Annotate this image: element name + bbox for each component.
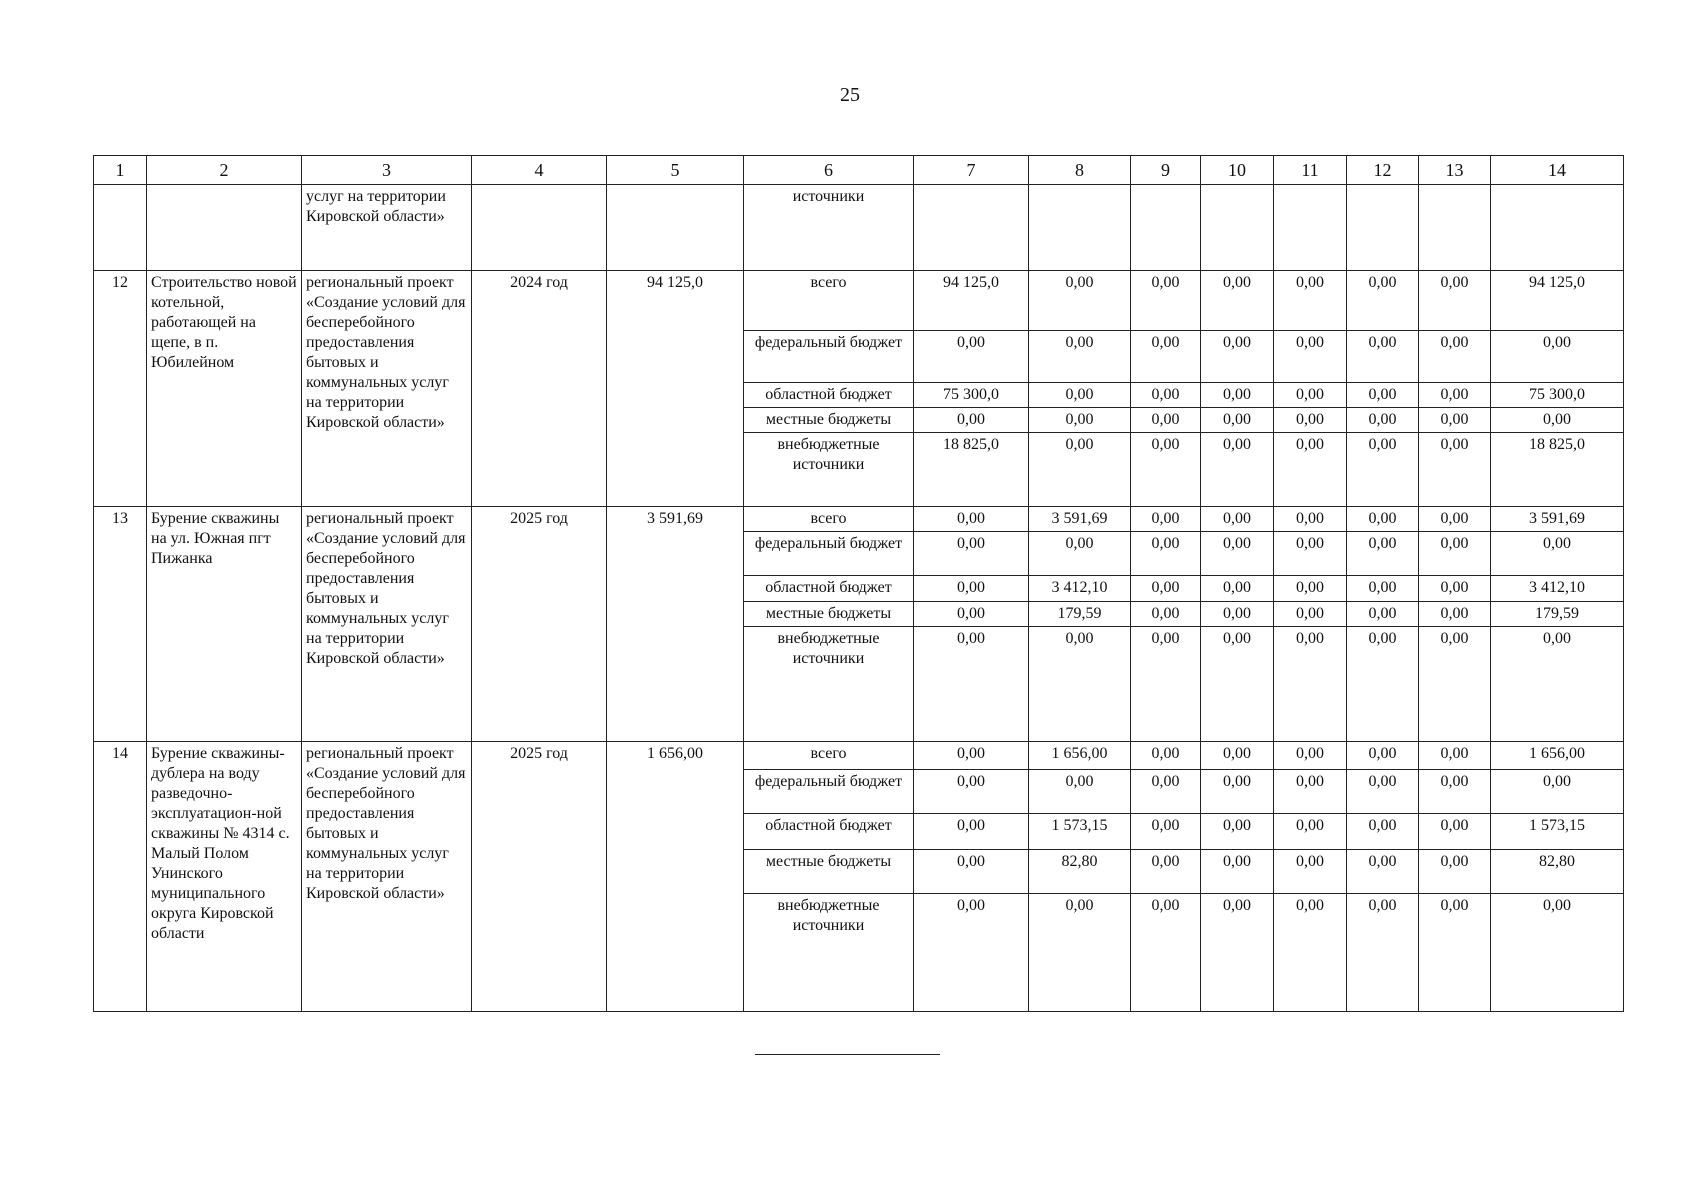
funding-source: внебюджетные источники: [744, 433, 914, 507]
amount-cell: 0,00: [1201, 850, 1274, 894]
project-name: Бурение скважины на ул. Южная пгт Пижанка: [147, 507, 302, 742]
amount-cell: 0,00: [914, 331, 1029, 383]
amount-cell: 0,00: [1419, 271, 1491, 331]
header-cell: 10: [1201, 156, 1274, 185]
amount-cell: 0,00: [1201, 576, 1274, 602]
amount-cell: 0,00: [1274, 331, 1347, 383]
cell: [1201, 185, 1274, 271]
amount-cell: 0,00: [1347, 576, 1419, 602]
amount-cell: 0,00: [1131, 532, 1201, 576]
amount-cell: 0,00: [1131, 576, 1201, 602]
project-year: 2025 год: [472, 507, 607, 742]
bottom-rule: [755, 1054, 940, 1055]
program-continuation: услуг на территории Кировской области»: [302, 185, 472, 271]
amount-cell: 0,00: [1274, 742, 1347, 770]
header-cell: 11: [1274, 156, 1347, 185]
source-continuation: источники: [744, 185, 914, 271]
amount-cell: 0,00: [914, 532, 1029, 576]
amount-cell: 0,00: [1274, 770, 1347, 814]
amount-cell: 0,00: [1131, 894, 1201, 1012]
amount-cell: 0,00: [1201, 602, 1274, 627]
amount-cell: 0,00: [1491, 331, 1624, 383]
header-cell: 7: [914, 156, 1029, 185]
amount-cell: 0,00: [1491, 770, 1624, 814]
amount-cell: 0,00: [914, 507, 1029, 532]
amount-cell: 0,00: [914, 850, 1029, 894]
amount-cell: 0,00: [1419, 576, 1491, 602]
amount-cell: 0,00: [1029, 271, 1131, 331]
amount-cell: 3 412,10: [1491, 576, 1624, 602]
amount-cell: 0,00: [1201, 271, 1274, 331]
amount-cell: 0,00: [1347, 507, 1419, 532]
amount-cell: 0,00: [1419, 433, 1491, 507]
project-cost: 1 656,00: [607, 742, 744, 1012]
amount-cell: 1 656,00: [1029, 742, 1131, 770]
project-number: 14: [94, 742, 147, 1012]
project-program: региональный проект «Создание условий для бесперебойного предоставления бытовых и коммунальных услуг на территории Кировской области»: [302, 271, 472, 507]
funding-source: всего: [744, 742, 914, 770]
header-cell: 12: [1347, 156, 1419, 185]
amount-cell: 0,00: [1029, 408, 1131, 433]
header-row: [94, 156, 1624, 185]
funding-source: областной бюджет: [744, 383, 914, 408]
amount-cell: 0,00: [1201, 627, 1274, 742]
amount-cell: 0,00: [1419, 850, 1491, 894]
amount-cell: 0,00: [1419, 627, 1491, 742]
cell: [472, 185, 607, 271]
project-program: региональный проект «Создание условий для бесперебойного предоставления бытовых и коммунальных услуг на территории Кировской области»: [302, 507, 472, 742]
amount-cell: 0,00: [1131, 408, 1201, 433]
amount-cell: 0,00: [1347, 742, 1419, 770]
amount-cell: 0,00: [1131, 742, 1201, 770]
amount-cell: 0,00: [914, 814, 1029, 850]
amount-cell: 179,59: [1491, 602, 1624, 627]
amount-cell: 0,00: [1419, 532, 1491, 576]
project-year: 2025 год: [472, 742, 607, 1012]
amount-cell: 0,00: [1419, 770, 1491, 814]
amount-cell: 0,00: [1274, 408, 1347, 433]
header-cell: 14: [1491, 156, 1624, 185]
amount-cell: 0,00: [1419, 894, 1491, 1012]
amount-cell: 18 825,0: [914, 433, 1029, 507]
amount-cell: 0,00: [1201, 742, 1274, 770]
amount-cell: 0,00: [1131, 383, 1201, 408]
amount-cell: 0,00: [1131, 627, 1201, 742]
amount-cell: 82,80: [1491, 850, 1624, 894]
funding-source: местные бюджеты: [744, 850, 914, 894]
amount-cell: 0,00: [1029, 331, 1131, 383]
amount-cell: 3 591,69: [1491, 507, 1624, 532]
amount-cell: 0,00: [914, 742, 1029, 770]
amount-cell: 0,00: [1131, 814, 1201, 850]
amount-cell: 0,00: [1491, 894, 1624, 1012]
funding-source: местные бюджеты: [744, 602, 914, 627]
header-cell: 5: [607, 156, 744, 185]
amount-cell: 0,00: [1131, 433, 1201, 507]
amount-cell: 0,00: [1201, 507, 1274, 532]
amount-cell: 0,00: [914, 894, 1029, 1012]
header-cell: 3: [302, 156, 472, 185]
funding-source: всего: [744, 507, 914, 532]
funding-table: [93, 155, 1624, 1012]
amount-cell: 0,00: [1347, 331, 1419, 383]
funding-source: областной бюджет: [744, 814, 914, 850]
amount-cell: 0,00: [1347, 602, 1419, 627]
amount-cell: 0,00: [1201, 433, 1274, 507]
amount-cell: 0,00: [914, 408, 1029, 433]
funding-source: внебюджетные источники: [744, 894, 914, 1012]
project-number: 12: [94, 271, 147, 507]
page-number: 25: [840, 84, 860, 106]
amount-cell: 94 125,0: [1491, 271, 1624, 331]
funding-source: местные бюджеты: [744, 408, 914, 433]
amount-cell: 0,00: [1029, 532, 1131, 576]
amount-cell: 0,00: [1131, 507, 1201, 532]
amount-cell: 0,00: [1419, 814, 1491, 850]
amount-cell: 0,00: [1029, 770, 1131, 814]
funding-source: внебюджетные источники: [744, 627, 914, 742]
project-name: Строительство новой котельной, работающей на щепе, в п. Юбилейном: [147, 271, 302, 507]
funding-source: федеральный бюджет: [744, 331, 914, 383]
header-cell: 6: [744, 156, 914, 185]
amount-cell: 0,00: [1347, 770, 1419, 814]
amount-cell: 0,00: [914, 770, 1029, 814]
funding-source: всего: [744, 271, 914, 331]
cell: [94, 185, 147, 271]
amount-cell: 0,00: [1491, 408, 1624, 433]
amount-cell: 0,00: [1419, 383, 1491, 408]
amount-cell: 0,00: [1131, 770, 1201, 814]
amount-cell: 0,00: [1274, 576, 1347, 602]
project-cost: 3 591,69: [607, 507, 744, 742]
amount-cell: 0,00: [1347, 627, 1419, 742]
amount-cell: 0,00: [1131, 850, 1201, 894]
amount-cell: 94 125,0: [914, 271, 1029, 331]
amount-cell: 75 300,0: [1491, 383, 1624, 408]
funding-source: федеральный бюджет: [744, 532, 914, 576]
amount-cell: 0,00: [1419, 507, 1491, 532]
amount-cell: 0,00: [1274, 850, 1347, 894]
amount-cell: 0,00: [1491, 627, 1624, 742]
header-cell: 1: [94, 156, 147, 185]
amount-cell: 0,00: [1419, 602, 1491, 627]
amount-cell: 0,00: [1201, 408, 1274, 433]
amount-cell: 0,00: [1274, 814, 1347, 850]
amount-cell: 0,00: [1274, 894, 1347, 1012]
amount-cell: 75 300,0: [914, 383, 1029, 408]
amount-cell: 0,00: [1419, 331, 1491, 383]
amount-cell: 82,80: [1029, 850, 1131, 894]
table-row: [94, 507, 1624, 532]
amount-cell: 0,00: [1419, 408, 1491, 433]
amount-cell: 3 412,10: [1029, 576, 1131, 602]
table-row: [94, 271, 1624, 331]
amount-cell: 0,00: [1274, 532, 1347, 576]
cell: [147, 185, 302, 271]
amount-cell: 179,59: [1029, 602, 1131, 627]
amount-cell: 0,00: [1201, 532, 1274, 576]
amount-cell: 1 573,15: [1029, 814, 1131, 850]
amount-cell: 0,00: [914, 627, 1029, 742]
amount-cell: 3 591,69: [1029, 507, 1131, 532]
amount-cell: 0,00: [1029, 433, 1131, 507]
amount-cell: 0,00: [1347, 271, 1419, 331]
funding-source: федеральный бюджет: [744, 770, 914, 814]
amount-cell: 0,00: [1347, 814, 1419, 850]
amount-cell: 0,00: [1274, 627, 1347, 742]
amount-cell: 0,00: [1201, 894, 1274, 1012]
cell: [1029, 185, 1131, 271]
amount-cell: 0,00: [1274, 433, 1347, 507]
cell: [1491, 185, 1624, 271]
amount-cell: 0,00: [1029, 383, 1131, 408]
amount-cell: 0,00: [1347, 532, 1419, 576]
cell: [1347, 185, 1419, 271]
amount-cell: 0,00: [1029, 894, 1131, 1012]
amount-cell: 0,00: [1274, 271, 1347, 331]
amount-cell: 1 573,15: [1491, 814, 1624, 850]
header-cell: 4: [472, 156, 607, 185]
amount-cell: 0,00: [1347, 433, 1419, 507]
amount-cell: 0,00: [1201, 814, 1274, 850]
amount-cell: 0,00: [1201, 331, 1274, 383]
amount-cell: 0,00: [1274, 383, 1347, 408]
amount-cell: 18 825,0: [1491, 433, 1624, 507]
project-name: Бурение скважины-дублера на воду разведочно-эксплуатацион-ной скважины № 4314 с. Малый Полом Унинского муниципального округа Кировской области: [147, 742, 302, 1012]
cell: [607, 185, 744, 271]
amount-cell: 0,00: [1347, 383, 1419, 408]
amount-cell: 0,00: [1419, 742, 1491, 770]
cell: [1419, 185, 1491, 271]
table-row: [94, 742, 1624, 770]
amount-cell: 0,00: [1274, 602, 1347, 627]
amount-cell: 0,00: [1347, 850, 1419, 894]
continuation-row: [94, 185, 1624, 271]
amount-cell: 0,00: [1491, 532, 1624, 576]
header-cell: 13: [1419, 156, 1491, 185]
funding-source: областной бюджет: [744, 576, 914, 602]
amount-cell: 0,00: [1274, 507, 1347, 532]
project-number: 13: [94, 507, 147, 742]
amount-cell: 0,00: [1347, 408, 1419, 433]
amount-cell: 0,00: [1029, 627, 1131, 742]
amount-cell: 0,00: [1201, 383, 1274, 408]
amount-cell: 0,00: [914, 576, 1029, 602]
amount-cell: 0,00: [1131, 271, 1201, 331]
amount-cell: 0,00: [914, 602, 1029, 627]
table-body: [94, 156, 1624, 1012]
cell: [914, 185, 1029, 271]
project-year: 2024 год: [472, 271, 607, 507]
amount-cell: 0,00: [1347, 894, 1419, 1012]
header-cell: 2: [147, 156, 302, 185]
project-cost: 94 125,0: [607, 271, 744, 507]
cell: [1274, 185, 1347, 271]
amount-cell: 0,00: [1131, 331, 1201, 383]
header-cell: 9: [1131, 156, 1201, 185]
cell: [1131, 185, 1201, 271]
header-cell: 8: [1029, 156, 1131, 185]
project-program: региональный проект «Создание условий для бесперебойного предоставления бытовых и коммунальных услуг на территории Кировской области»: [302, 742, 472, 1012]
amount-cell: 1 656,00: [1491, 742, 1624, 770]
amount-cell: 0,00: [1131, 602, 1201, 627]
amount-cell: 0,00: [1201, 770, 1274, 814]
